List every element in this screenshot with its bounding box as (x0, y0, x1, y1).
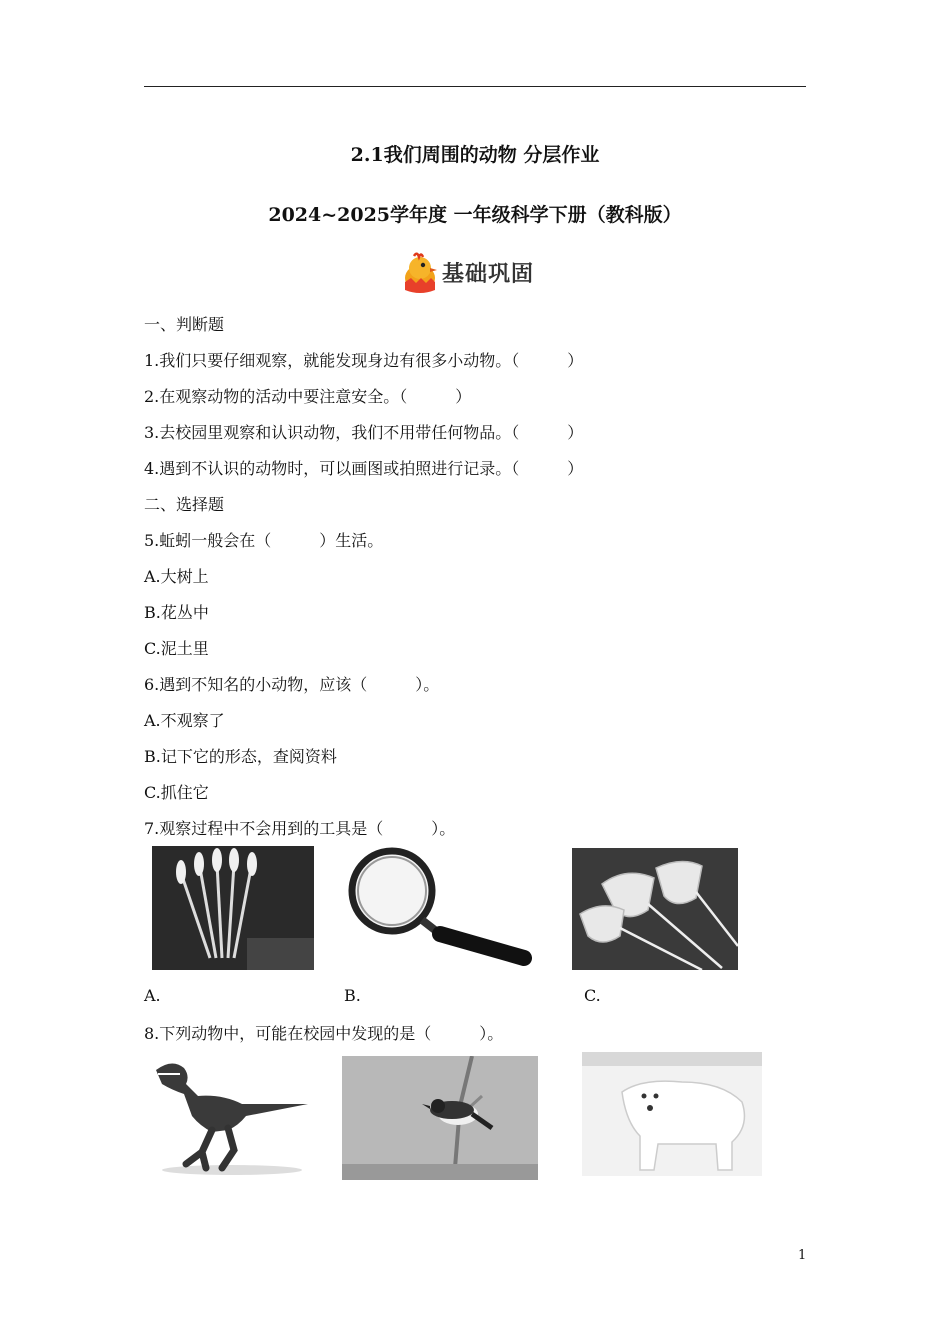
question-1: 1.我们只要仔细观察，就能发现身边有很多小动物。（ ） (144, 351, 584, 370)
nets-image (572, 848, 738, 974)
document-title: 2.1我们周围的动物 分层作业 (350, 144, 600, 166)
q6-option-c: C.抓住它 (144, 783, 209, 802)
question-6: 6.遇到不知名的小动物，应该（ ）。 (144, 675, 440, 694)
document-subtitle: 2024~2025学年度 一年级科学下册（教科版） (268, 204, 682, 226)
q7-label-a: A. (144, 986, 161, 1005)
question-8: 8.下列动物中，可能在校园中发现的是（ ）。 (144, 1024, 504, 1043)
q6-option-b: B.记下它的形态，查阅资料 (144, 747, 337, 766)
bird-image (342, 1056, 538, 1184)
page-number: 1 (798, 1248, 807, 1263)
question-2: 2.在观察动物的活动中要注意安全。（ ） (144, 387, 472, 406)
question-5: 5.蚯蚓一般会在（ ）生活。 (144, 531, 384, 550)
magnifier-image (342, 846, 532, 974)
question-3: 3.去校园里观察和认识动物，我们不用带任何物品。（ ） (144, 423, 584, 442)
section-badge (402, 250, 534, 294)
q7-label-c: C. (584, 986, 601, 1005)
chick-icon (402, 250, 438, 294)
cotton-swabs-image (152, 846, 314, 974)
q5-option-b: B.花丛中 (144, 603, 209, 622)
q7-label-b: B. (344, 986, 361, 1005)
question-4: 4.遇到不认识的动物时，可以画图或拍照进行记录。（ ） (144, 459, 584, 478)
dinosaur-image (142, 1052, 312, 1180)
q6-option-a: A.不观察了 (144, 711, 225, 730)
badge-label: 基础巩固 (442, 261, 535, 287)
polar-bear-image (582, 1052, 762, 1180)
section1-heading: 一、判断题 (144, 315, 225, 334)
q5-option-c: C.泥土里 (144, 639, 209, 658)
header-rule (144, 86, 806, 87)
q5-option-a: A.大树上 (144, 567, 209, 586)
section2-heading: 二、选择题 (144, 495, 225, 514)
question-7: 7.观察过程中不会用到的工具是（ ）。 (144, 819, 456, 838)
